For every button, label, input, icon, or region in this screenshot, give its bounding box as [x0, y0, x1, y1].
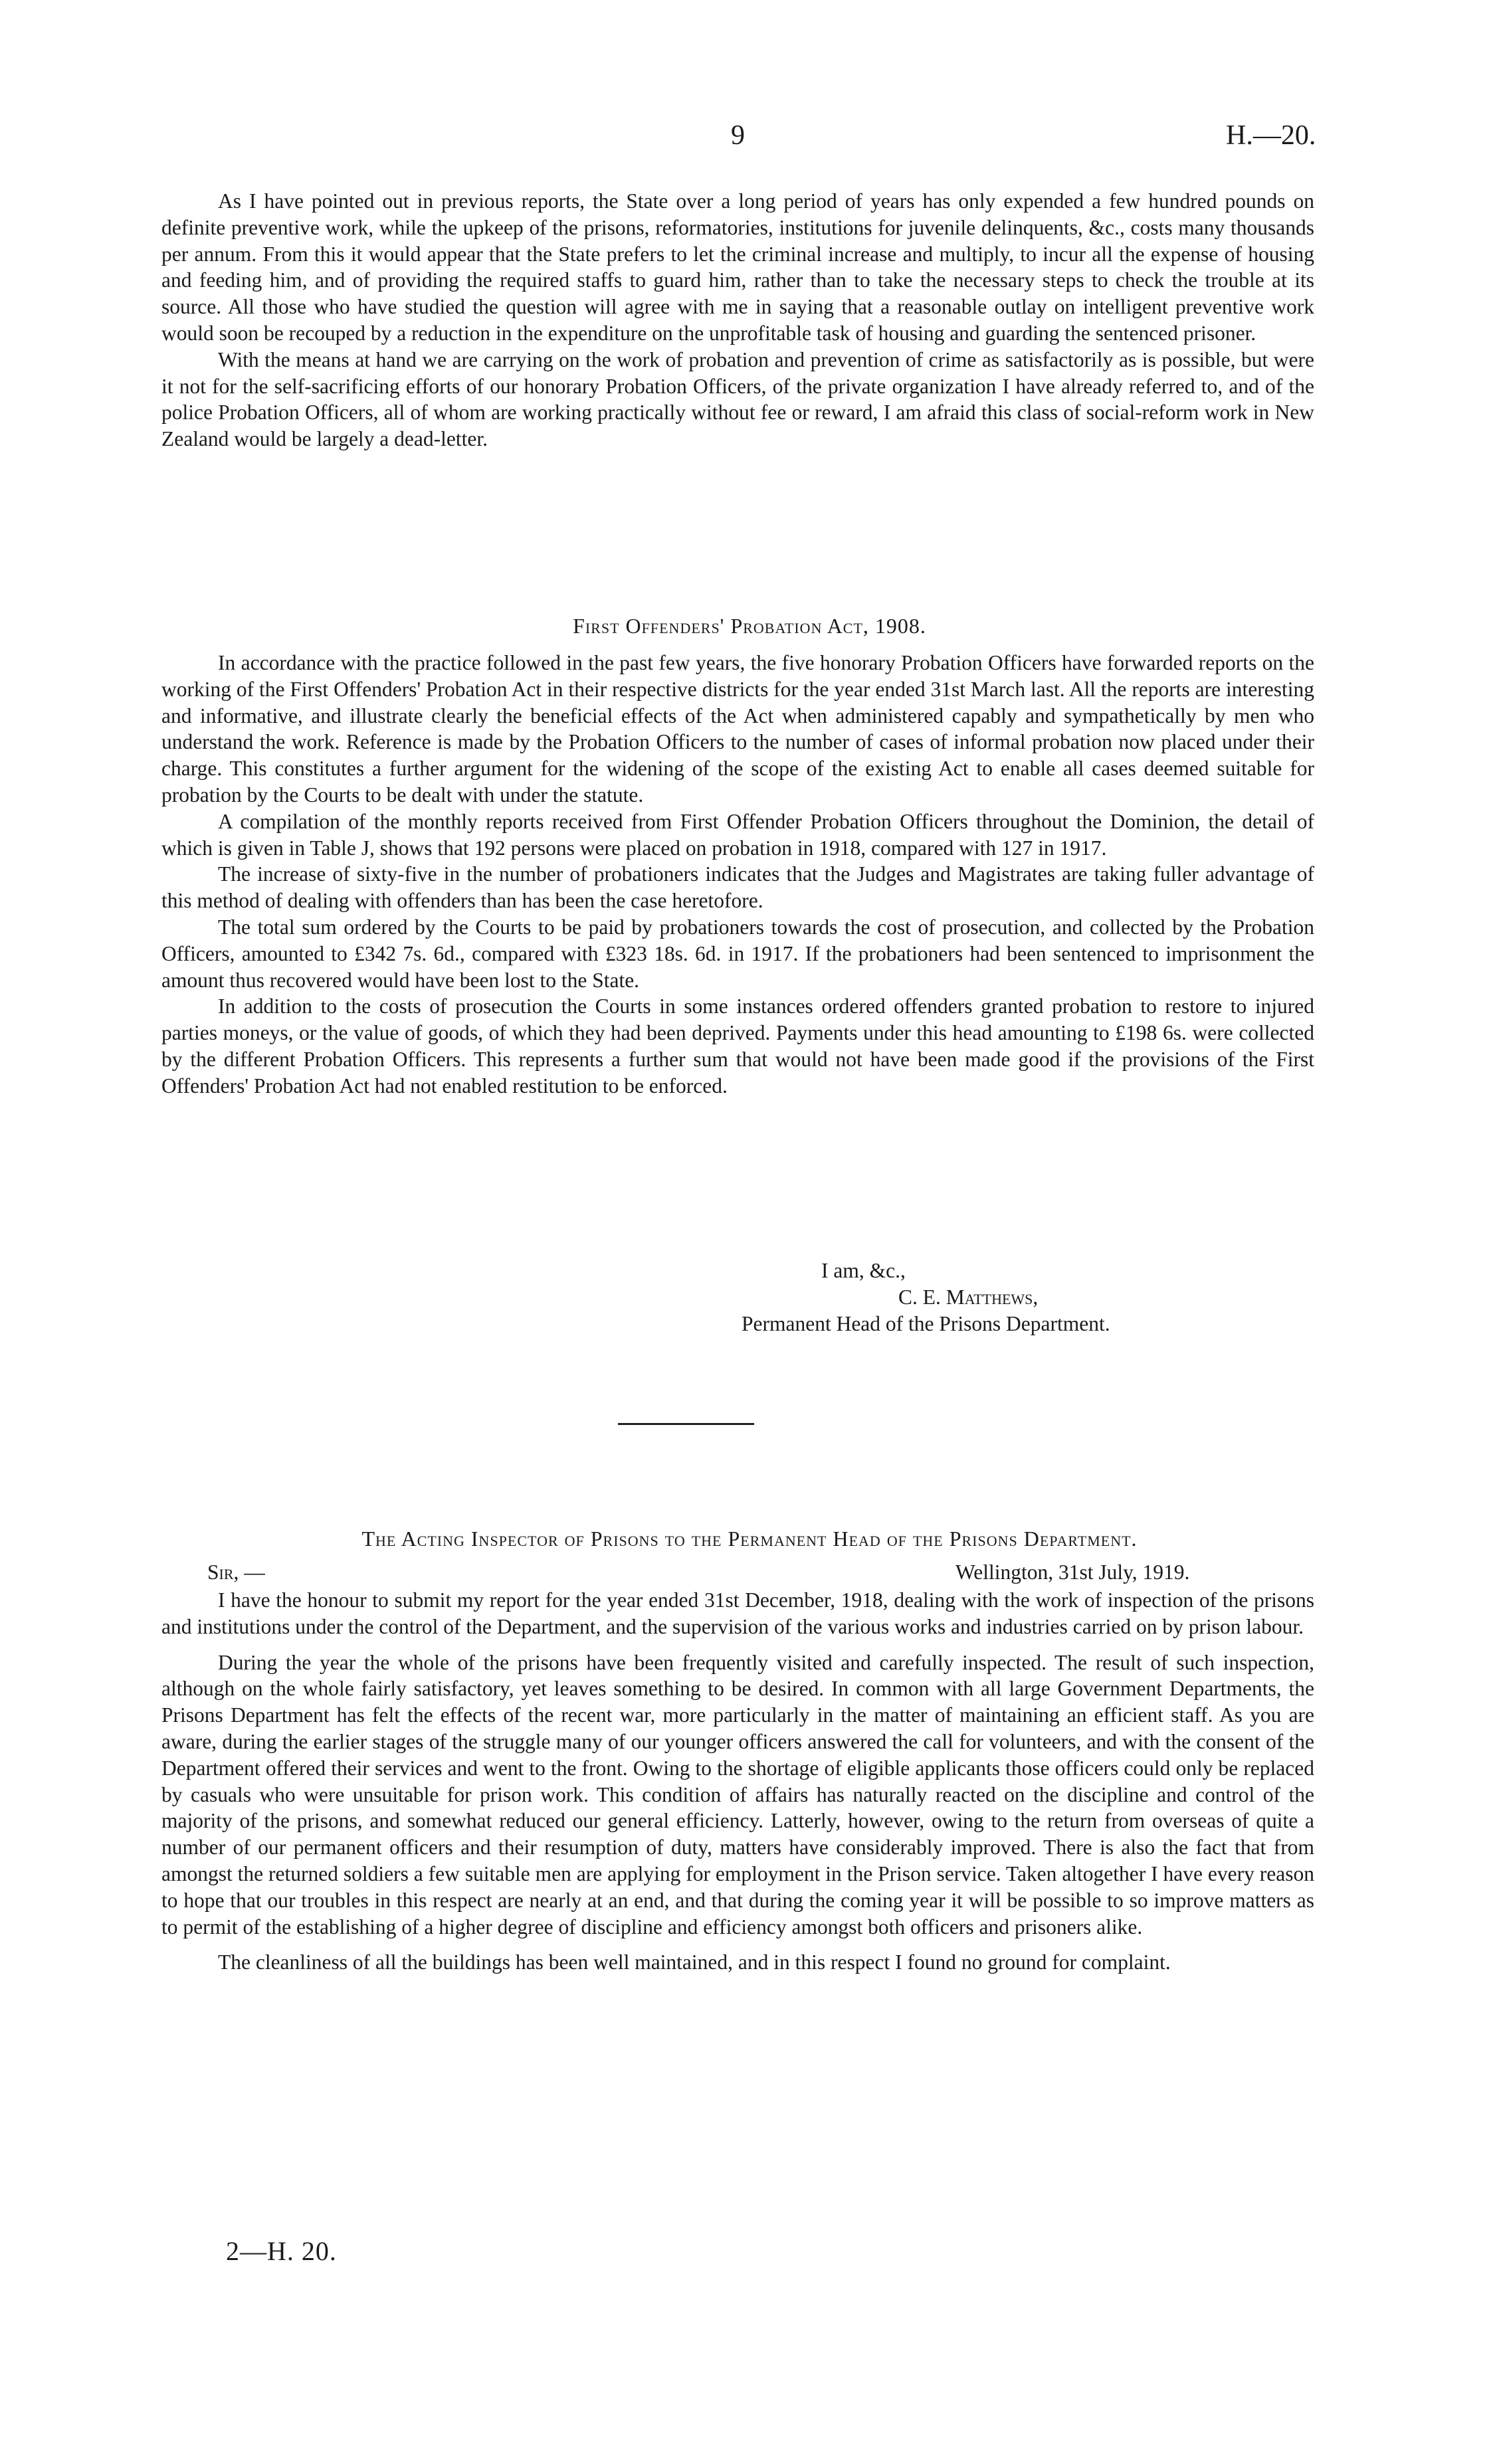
- intro-paragraph: With the means at hand we are carrying on the work of probation and prevention of crime as satisfactorily as is possible, but were it not for the self-sacrificing efforts of our honorary Probation Officers, of the private organization I have already referred to, and of the police Probation Officers, all of whom are working practically without fee or reward, I am afraid this class of social-reform work in New Zealand would be largely a dead-letter.: [161, 347, 1314, 451]
- probation-paragraph: In accordance with the practice followed in the past few years, the five honorary Probation Officers have forwarded reports on the working of the First Offenders' Probation Act in their respective districts for the year ended 31st March last. All the reports are interesting and informative, and illustrate clearly the beneficial effects of the Act when administered capably and sympathetically by men who understand the work. Reference is made by the Probation Officers to the number of cases of informal probation now placed under their charge. This constitutes a further argument for the widening of the scope of the existing Act to enable all cases deemed suitable for probation by the Courts to be dealt with under the statute.: [161, 651, 1314, 806]
- probation-paragraph: In addition to the costs of prosecution the Courts in some instances ordered offenders granted probation to restore to injured parties moneys, or the value of goods, of which they had been deprived. Payments under this head amounting to £198 6s. were collected by the different Probation Officers. This represents a further sum that would not have been made good if the provisions of the First Offenders' Probation Act had not enabled restitution to be enforced.: [161, 995, 1314, 1097]
- intro-paragraph: As I have pointed out in previous reports, the State over a long period of years has only expended a few hundred pounds on definite preventive work, while the upkeep of the prisons, reformatories, institutions for juvenile delinquents, &c., costs many thousands per annum. From this it would appear that the State prefers to let the criminal increase and multiply, to incur all the expense of housing and feeding him, and of providing the required staffs to guard him, rather than to take the necessary steps to check the trouble at its source. All those who have studied the question will agree with me in saying that a reasonable outlay on intelligent preventive work would soon be recouped by a reduction in the expenditure on the unprofitable task of housing and guarding the sentenced prisoner.: [161, 189, 1314, 345]
- page-number: 9: [731, 120, 745, 151]
- probation-paragraph: A compilation of the monthly reports received from First Offender Probation Officers throughout the Dominion, the detail of which is given in Table J, shows that 192 persons were placed on probation in 1918, compared with 127 in 1917.: [161, 809, 1314, 860]
- report-address-line: The Acting Inspector of Prisons to the Permanent Head of the Prisons Department.: [361, 1527, 1138, 1551]
- signature-closing: I am, &c.,: [821, 1259, 906, 1282]
- footer-reference: 2—H. 20.: [226, 2236, 337, 2266]
- probation-paragraph: The increase of sixty-five in the number of probationers indicates that the Judges and Magistrates are taking fuller advantage of this method of dealing with offenders than has been the case heretofore.: [161, 862, 1314, 913]
- probation-paragraph: The total sum ordered by the Courts to be paid by probationers towards the cost of prosecution, and collected by the Probation Officers, amounted to £342 7s. 6d., compared with £323 18s. 6d. in 1917. If the probationers had been sentenced to imprisonment the amount thus recovered would have been lost to the State.: [161, 915, 1314, 992]
- series-reference: H.—20.: [1226, 120, 1316, 151]
- signature-title: Permanent Head of the Prisons Department.: [742, 1312, 1110, 1335]
- signature-name: C. E. Matthews,: [898, 1285, 1039, 1309]
- salutation: Sir, —: [207, 1561, 265, 1584]
- inspector-report-body: [161, 1587, 1314, 1976]
- intro-section: [161, 188, 1314, 452]
- section-heading-probation-act: First Offenders' Probation Act, 1908.: [573, 614, 926, 638]
- section-divider: [618, 1423, 754, 1425]
- report-paragraph: During the year the whole of the prisons have been frequently visited and carefully inspected. The result of such inspection, although on the whole fairly satisfactory, yet leaves something to be desired. In common with all large Government Departments, the Prisons Department has felt the effects of the recent war, more particularly in the matter of maintaining an efficient staff. As you are aware, during the earlier stages of the struggle many of our younger officers answered the call for volunteers, and with the consent of the Department offered their services and went to the front. Owing to the shortage of eligible applicants those officers could only be replaced by casuals who were unsuitable for prison work. This condition of affairs has naturally reacted on the discipline and control of the majority of the prisons, and somewhat reduced our general efficiency. Latterly, however, owing to the return from overseas of quite a number of our permanent officers and their resumption of duty, matters have considerably improved. There is also the fact that from amongst the returned soldiers a few suitable men are applying for employment in the Prison service. Taken altogether I have every reason to hope that our troubles in this respect are nearly at an end, and that during the coming year it will be possible to so improve matters as to permit of the establishing of a higher degree of discipline and efficiency amongst both officers and prisoners alike.: [161, 1650, 1314, 1939]
- probation-section: [161, 650, 1314, 1099]
- report-paragraph: I have the honour to submit my report for the year ended 31st December, 1918, dealing with the work of inspection of the prisons and institutions under the control of the Department, and the supervision of the various works and industries carried on by prison labour.: [161, 1588, 1314, 1638]
- dateline: Wellington, 31st July, 1919.: [955, 1561, 1190, 1584]
- report-paragraph: The cleanliness of all the buildings has been well maintained, and in this respect I found no ground for complaint.: [218, 1950, 1171, 1974]
